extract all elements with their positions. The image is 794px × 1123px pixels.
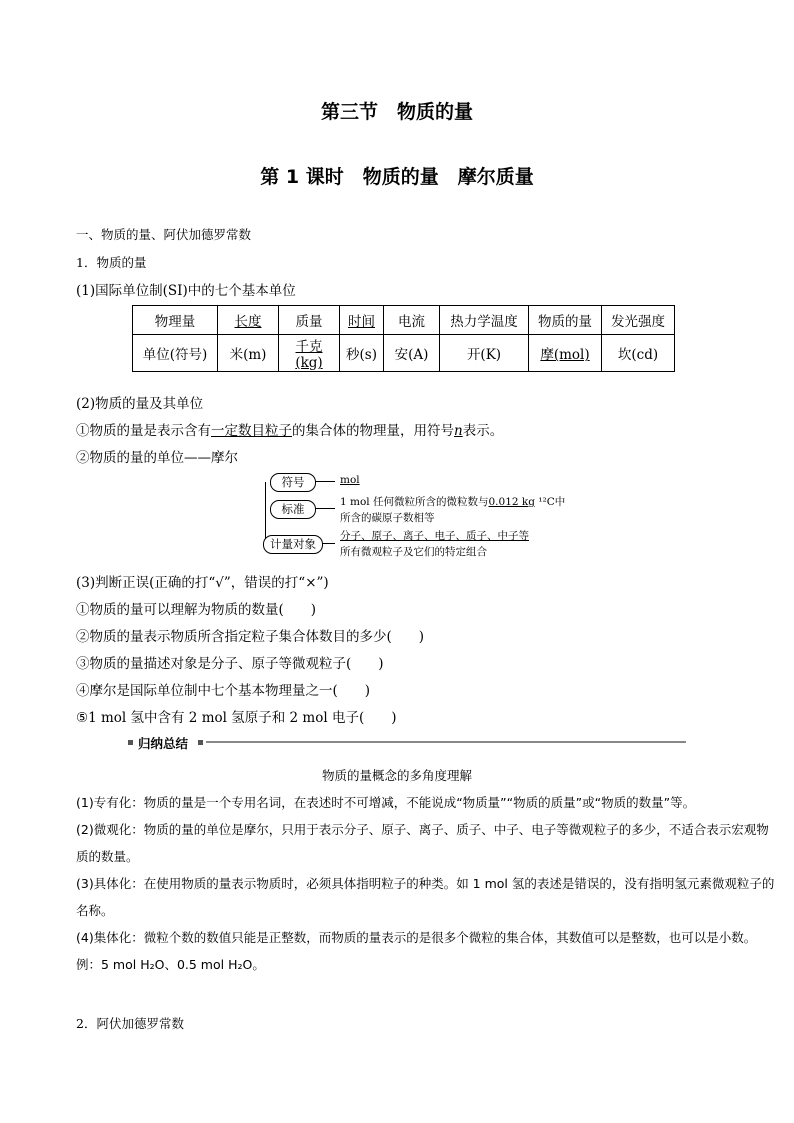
table-row bbox=[133, 335, 675, 372]
item-heading: 2．阿伏加德罗常数 bbox=[76, 1016, 184, 1031]
summary-label: 归纳总结 bbox=[138, 736, 189, 751]
unit-line: ②物质的量的单位——摩尔 bbox=[76, 450, 238, 466]
table-cell bbox=[340, 306, 384, 335]
diagram-text-mol bbox=[340, 473, 360, 488]
subitem-heading: (1)国际单位制(SI)中的七个基本单位 bbox=[76, 283, 296, 299]
diagram-underlined: mol bbox=[340, 474, 360, 486]
diagram-box-standard: 标准 bbox=[270, 500, 316, 519]
item-heading: 1．物质的量 bbox=[76, 255, 147, 270]
table-cell: 开(K) bbox=[440, 335, 529, 372]
definition-text: ①物质的量是表示含有 bbox=[76, 423, 211, 439]
diagram-plain: 1 mol 任何微粒所含的微粒数与 bbox=[340, 496, 489, 508]
subitem-heading: (2)物质的量及其单位 bbox=[76, 396, 204, 412]
judge-question: ②物质的量表示物质所含指定粒子集合体数目的多少( ) bbox=[76, 629, 425, 645]
diagram-connector bbox=[322, 543, 335, 544]
table-cell: 单位(符号) bbox=[133, 335, 218, 372]
diagram-connector bbox=[315, 481, 335, 482]
summary-paragraph: (3)具体化：在使用物质的量表示物质时，必须具体指明粒子的种类。如 1 mol 氢的表述是错误的，没有指明氢元素微观粒子的名称。 bbox=[76, 876, 775, 918]
table-cell: 质量 bbox=[279, 306, 340, 335]
si-units-table bbox=[132, 305, 675, 372]
table-cell: 物理量 bbox=[133, 306, 218, 335]
summary-paragraph: (2)微观化：物质的量的单位是摩尔，只用于表示分子、原子、离子、质子、中子、电子等微观粒子的多少，不适合表示宏观物质的数量。 bbox=[76, 822, 769, 864]
judge-intro: (3)判断正误(正确的打“√”，错误的打“×”) bbox=[76, 575, 329, 591]
summary-paragraph: (4)集体化：微粒个数的数值只能是正整数，而物质的量表示的是很多个微粒的集合体，其数值可以是整数，也可以是小数。例：5 mol H₂O、0.5 mol H₂O。 bbox=[76, 930, 757, 972]
table-cell: 安(A) bbox=[384, 335, 440, 372]
lesson-title: 第 1 课时 物质的量 摩尔质量 bbox=[260, 166, 534, 188]
definition-blank: 一定数目粒子 bbox=[211, 423, 292, 439]
summary-title: 物质的量概念的多角度理解 bbox=[321, 768, 472, 783]
symbol-blank: n bbox=[454, 423, 463, 439]
table-cell: 坎(cd) bbox=[602, 335, 675, 372]
cell-underlined: 时间 bbox=[348, 314, 375, 330]
diagram-text-standard bbox=[340, 495, 565, 510]
diagram-underlined: 0.012 kg bbox=[488, 496, 535, 508]
cell-underlined: 长度 bbox=[234, 314, 262, 330]
diagram-connector bbox=[315, 508, 335, 509]
diagram-text-object bbox=[340, 529, 529, 544]
table-row bbox=[133, 306, 675, 335]
section-heading: 一、物质的量、阿伏加德罗常数 bbox=[76, 227, 252, 242]
definition-text: 的集合体的物理量，用符号 bbox=[292, 423, 454, 439]
definition-line bbox=[76, 419, 503, 439]
diagram-text-standard-2: 所含的碳原子数相等 bbox=[340, 512, 435, 524]
chapter-title: 第三节 物质的量 bbox=[320, 101, 473, 123]
diagram-text-object-2: 所有微观粒子及它们的特定组合 bbox=[340, 546, 487, 558]
diagram-connector bbox=[265, 482, 266, 545]
table-cell: 发光强度 bbox=[602, 306, 675, 335]
banner-dot-icon bbox=[128, 740, 133, 745]
cell-underlined: 千克(kg) bbox=[295, 339, 323, 371]
table-cell bbox=[529, 335, 602, 372]
summary-body bbox=[76, 789, 776, 978]
diagram-box-symbol: 符号 bbox=[270, 473, 316, 492]
definition-text: 表示。 bbox=[462, 423, 504, 439]
table-cell: 电流 bbox=[384, 306, 440, 335]
table-cell: 物质的量 bbox=[529, 306, 602, 335]
diagram-plain: ¹²C中 bbox=[534, 496, 566, 508]
table-cell: 米(m) bbox=[218, 335, 279, 372]
table-cell bbox=[279, 335, 340, 372]
diagram-box-object: 计量对象 bbox=[263, 535, 323, 554]
diagram-underlined: 分子、原子、离子、电子、质子、中子等 bbox=[340, 530, 529, 542]
judge-question: ⑤1 mol 氢中含有 2 mol 氢原子和 2 mol 电子( ) bbox=[76, 710, 397, 726]
table-cell bbox=[218, 306, 279, 335]
judge-question: ①物质的量可以理解为物质的数量( ) bbox=[76, 602, 317, 618]
banner-dot-icon bbox=[198, 740, 203, 745]
summary-paragraph: (1)专有化：物质的量是一个专用名词，在表述时不可增减，不能说成“物质量”“物质的质量”或“物质的数量”等。 bbox=[76, 795, 696, 810]
table-cell: 热力学温度 bbox=[440, 306, 529, 335]
cell-underlined: 摩(mol) bbox=[540, 347, 590, 363]
judge-question: ④摩尔是国际单位制中七个基本物理量之一( ) bbox=[76, 683, 371, 699]
table-cell: 秒(s) bbox=[340, 335, 384, 372]
judge-question: ③物质的量描述对象是分子、原子等微观粒子( ) bbox=[76, 656, 384, 672]
banner-rule bbox=[206, 741, 686, 743]
